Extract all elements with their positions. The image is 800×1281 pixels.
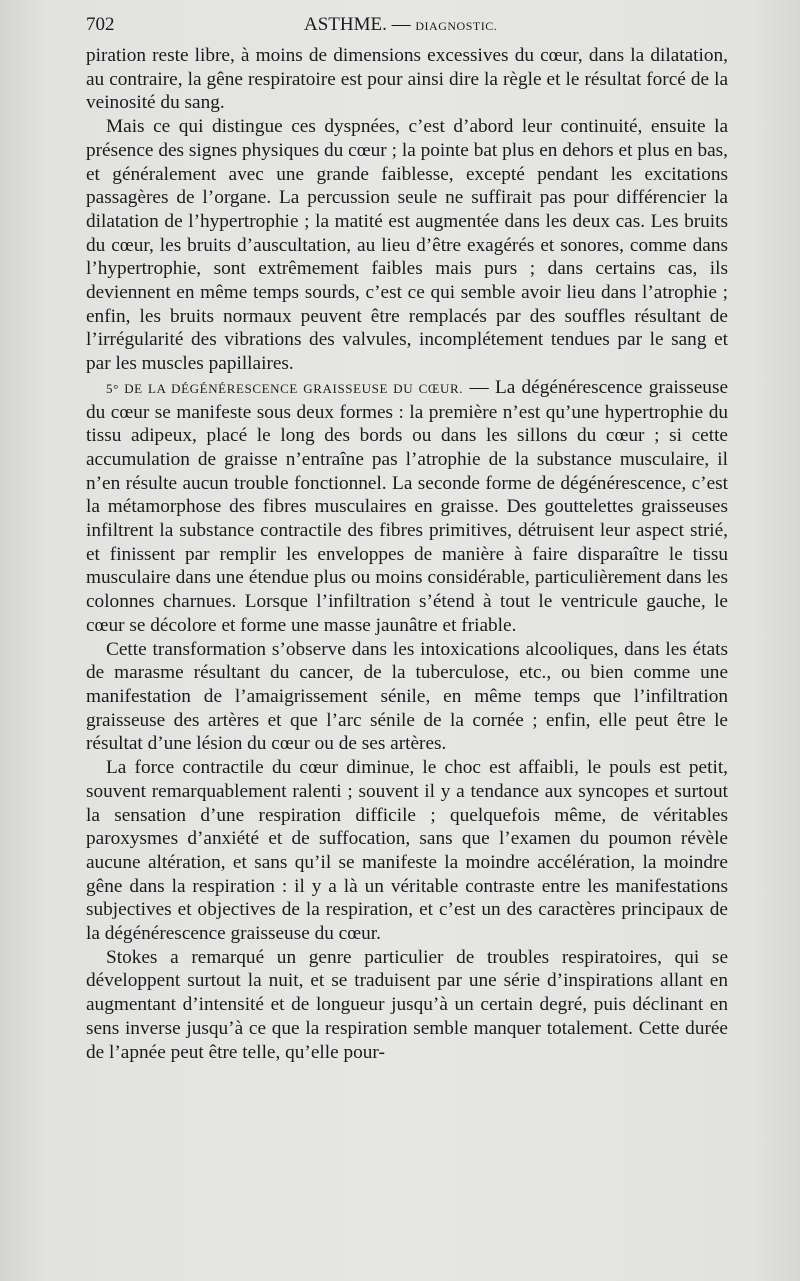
running-title-main: ASTHME. [304, 14, 387, 35]
body-text [86, 44, 728, 1064]
section-heading: 5° DE LA DÉGÉNÉRESCENCE GRAISSEUSE DU CŒUR. [106, 380, 464, 396]
paragraph-degenerescence [86, 376, 728, 638]
running-title-section: DIAGNOSTIC. [415, 19, 498, 33]
paragraph-dyspnee: Mais ce qui distingue ces dyspnées, c’est d’abord leur continuité, ensuite la présence des signes physiques du cœur ; la pointe bat plus en dehors et plus en bas, et généralement avec une grande faiblesse, excepté pendant les excitations passagères de l’organe. La percussion seule ne suffirait pas pour différencier la dilatation de l’hypertrophie ; la matité est augmentée dans les deux cas. Les bruits du cœur, les bruits d’auscultation, au lieu d’être exagérés et sonores, comme dans l’hypertrophie, sont extrêmement faibles mais purs ; dans certains cas, ils deviennent en même temps sourds, c’est ce qui semble avoir lieu dans l’atrophie ; enfin, les bruits normaux peuvent être remplacés par des souffles résultant de l’irrégularité des vibrations des valvules, incomplétement tendues par le sang et par les muscles papillaires. [86, 116, 728, 375]
running-title-separator: — [391, 14, 411, 35]
page-number: 702 [86, 14, 115, 35]
paragraph-transformation: Cette transformation s’observe dans les intoxications alcooliques, dans les états de marasme résultant du cancer, de la tuberculose, etc., ou bien comme une manifestation de l’amaigrissement sénile, en même temps que l’infiltration graisseuse des artères et que l’arc sénile de la cornée ; enfin, elle peut être le résultat d’une lésion du cœur ou de ses artères. [86, 638, 728, 755]
paragraph-stokes: Stokes a remarqué un genre particulier de troubles respiratoires, qui se développent surtout la nuit, et se traduisent par une série d’inspirations allant en augmentant d’intensité et de longueur jusqu’à un certain degré, puis déclinant en sens inverse jusqu’à ce que la respiration semble manquer totalement. Cette durée de l’apnée peut être telle, qu’elle pour- [86, 946, 728, 1063]
section-heading-body: — La dégénérescence graisseuse du cœur se manifeste sous deux formes : la première n’est qu’une hypertrophie du tissu adipeux, placé le long des bords ou dans les sillons du cœur ; si cette accumulation de graisse n’entraîne pas l’atrophie de la substance musculaire, il n’en résulte aucun trouble fonctionnel. La seconde forme de dégénérescence, c’est la métamorphose des fibres musculaires en graisse. Des gouttelettes graisseuses infiltrent la substance contractile des fibres primitives, détruisent leur aspect strié, et finissent par remplir les enveloppes de manière à faire disparaître le tissu musculaire dans une étendue plus ou moins considérable, particulièrement dans les colonnes charnues. Lorsque l’infiltration s’étend à tout le ventricule gauche, le cœur se décolore et forme une masse jaunâtre et friable. [86, 376, 729, 636]
running-title [304, 14, 497, 36]
paragraph-continuation: piration reste libre, à moins de dimensions excessives du cœur, dans la dilatation, au contraire, la gêne respiratoire est pour ainsi dire la règle et le résultat forcé de la veinosité du sang. [86, 45, 728, 114]
paragraph-force-contractile: La force contractile du cœur diminue, le choc est affaibli, le pouls est petit, souvent remarquablement ralenti ; souvent il y a tendance aux syncopes et surtout la sensation d’une respiration difficile ; quelquefois même, de véritables paroxysmes d’anxiété et de suffocation, sans que l’examen du poumon révèle aucune altération, et sans qu’il se manifeste la moindre accélération, la moindre gêne dans la respiration : il y a là un véritable contraste entre les manifestations subjectives et objectives de la respiration, et c’est un des caractères principaux de la dégénérescence graisseuse du cœur. [86, 757, 728, 945]
page-header [86, 14, 726, 38]
